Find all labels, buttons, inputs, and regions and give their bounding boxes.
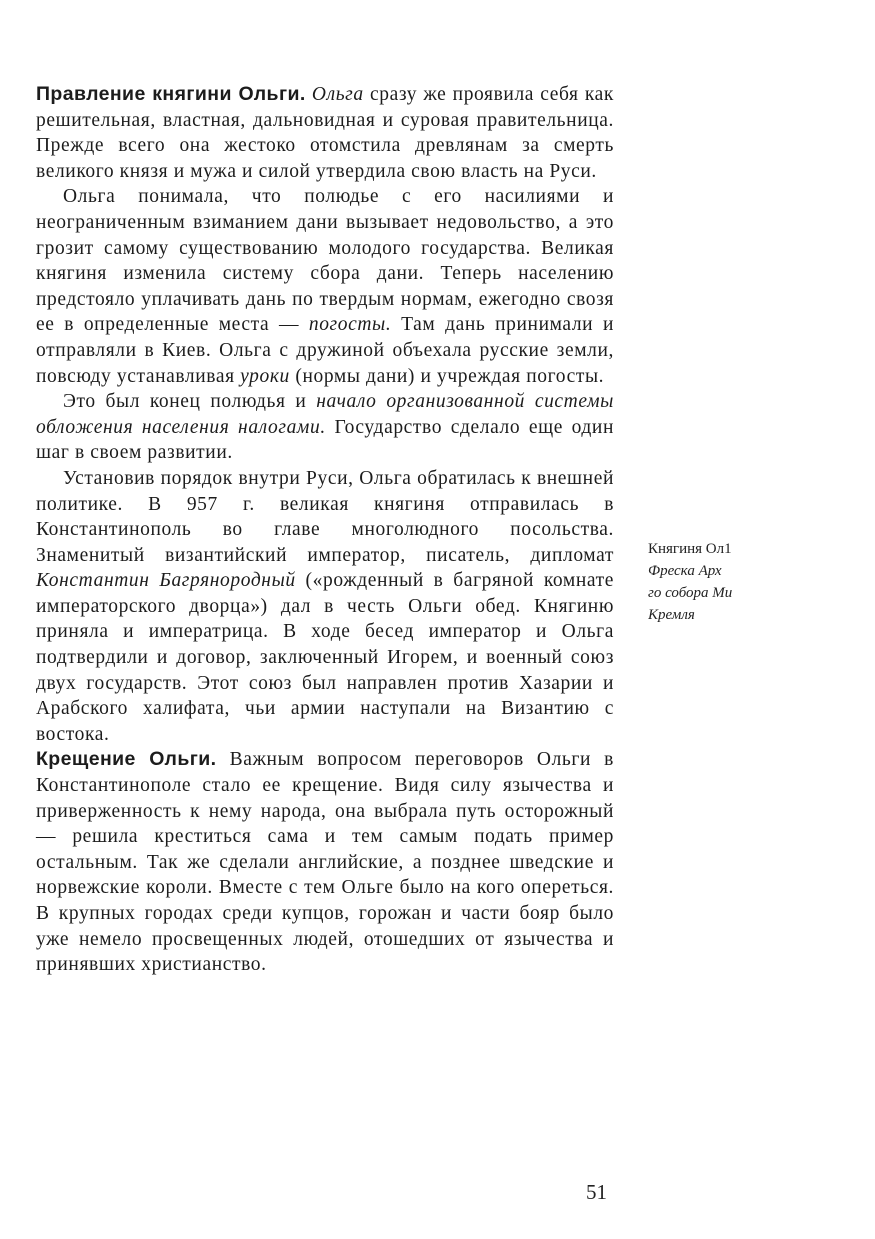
figure-caption [648,538,772,626]
caption-line-3: го собора Ми [648,585,733,601]
text-run: сразу же проявила себя как решительная, властная, дальновидная и суровая правительница. Прежде всего она жестоко отомстила древлянам за смерть великого князя и мужа и силой утвердила свою власть на Руси. [36,84,614,182]
italic-term: Ольга [311,84,364,105]
italic-term: погосты. [308,314,392,336]
text-run: Это был конец полюдья и [63,391,317,413]
section-heading: Правление княгини Ольги. [36,83,306,105]
text-run: Государство сделало еще один шаг в своем развитии. [36,416,614,464]
caption-line-1: Княгиня Ол1 [648,541,732,557]
text-run: («рожденный в багряной комнате императорского дворца») дал в честь Ольги обед. Княгиню приняла и императрица. В ходе бесед император и Ольга подтвердили и договор, заключенный Игорем, и военный союз двух государств. Этот союз был направлен против Хазарии и Арабского халифата, чьи армии наступали на Византию с востока. [36,570,614,745]
italic-term: начало организованной системы обложения населения налогами. [36,391,614,438]
text-run: Установив порядок внутри Руси, Ольга обратилась к внешней политике. В 957 г. великая княгиня отправилась в Константинополь во главе многолюдного посольства. Знаменитый византийский император, писатель, дипломат [36,467,614,566]
text-run: (нормы дани) и учреждая погосты. [289,365,605,387]
italic-term: Константин Багрянородный [36,570,296,592]
paragraph [36,747,614,977]
caption-line-2: Фреска Арх [648,563,722,579]
text-run: Важным вопросом переговоров Ольги в Константинополе стало ее крещение. Видя силу язычества и приверженность к нему народа, она выбрала путь осторожный — решила креститься сама и тем самым подать пример остальным. Так же сделали английские, а позднее шведские и норвежские короли. Вместе с тем Ольге было на кого опереться. В крупных городах среди купцов, горожан и части бояр было уже немело просвещенных людей, отошедших от язычества и принявших христианство. [36,749,614,976]
italic-term: уроки [240,365,290,387]
text-run: Там дань принимали и отправляли в Киев. Ольга с дружиной объехала русские земли, повсюду устанавливая [36,314,615,387]
section-heading: Крещение Ольги. [36,748,217,771]
paragraph [36,466,614,748]
text-run: Ольга понимала, что полюдье с его насилиями и неограниченным взиманием дани вызывает недовольство, а это грозит самому существованию молодого государства. Великая княгиня изменила систему сбора дани. Теперь населению предстояло уплачивать дань по твердым нормам, ежегодно свозя ее в определенные места — [36,186,614,336]
page-number: 51 [586,1180,607,1204]
paragraph [36,82,614,184]
paragraph [36,184,614,389]
paragraph [36,389,614,466]
main-text [36,82,614,978]
caption-line-4: Кремля [648,607,695,623]
